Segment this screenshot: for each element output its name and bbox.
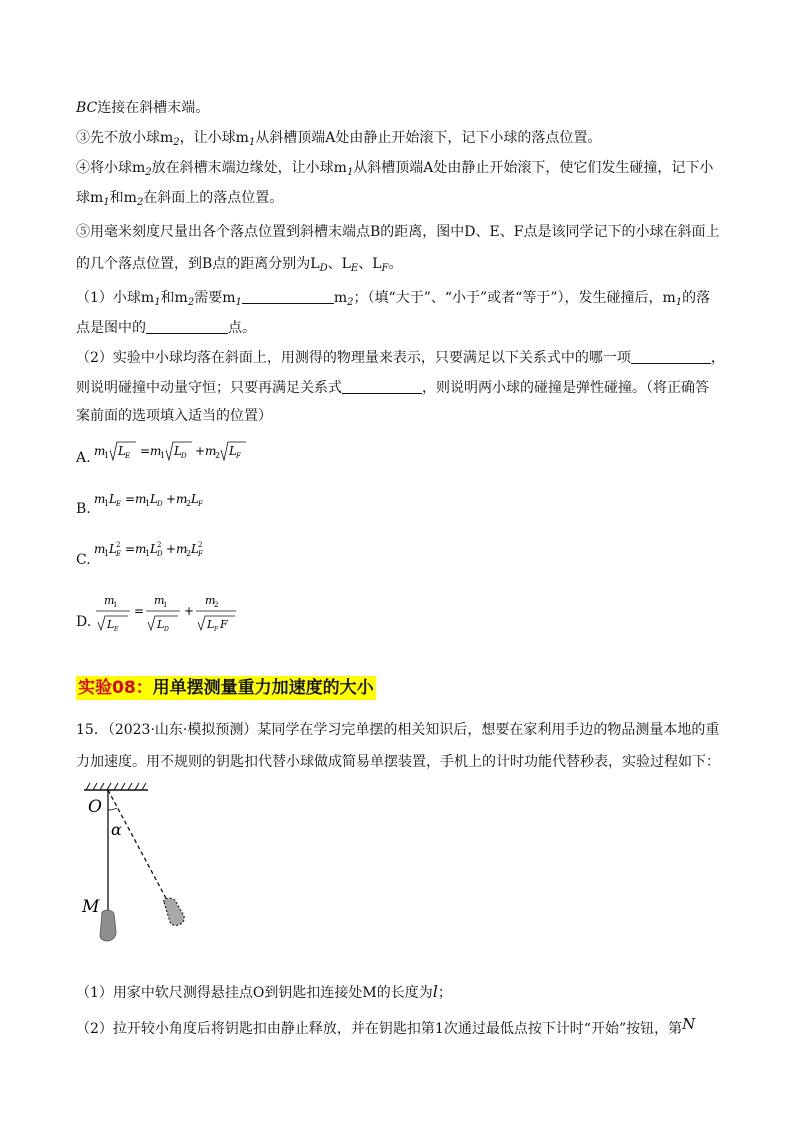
svg-text:F: F — [198, 500, 203, 508]
svg-text:D: D — [164, 626, 169, 633]
question-1-line-2: 点是图中的 点。 — [76, 320, 256, 336]
svg-text:1: 1 — [113, 601, 118, 609]
svg-text:L: L — [107, 618, 115, 631]
svg-text:F: F — [236, 452, 241, 460]
question-2-line-1: （2）实验中小球均落在斜面上，用测得的物理量来表示，只要满足以下关系式中的哪一项 ， — [76, 350, 725, 366]
answer-blank-4[interactable] — [342, 379, 422, 394]
svg-text:2: 2 — [186, 499, 192, 508]
svg-text:1: 1 — [163, 601, 168, 609]
svg-text:2: 2 — [116, 541, 121, 549]
label-O: O — [88, 797, 102, 817]
svg-text:2: 2 — [157, 541, 162, 549]
svg-text:L: L — [174, 444, 182, 458]
svg-text:m: m — [205, 594, 216, 607]
pendulum-figure — [80, 782, 200, 952]
svg-text:=: = — [125, 542, 136, 556]
svg-text:1: 1 — [160, 451, 166, 460]
svg-text:D: D — [181, 452, 187, 460]
option-a-label[interactable]: A. — [76, 450, 91, 466]
label-alpha: α — [111, 820, 122, 839]
svg-text:m: m — [94, 444, 106, 458]
problem-15-line-1: 15．（2023·山东·模拟预测）某同学在学习完单摆的相关知识后，想要在家利用手边的物品测量本地的重 — [76, 722, 720, 738]
ceiling-hatching — [86, 783, 146, 790]
svg-text:2: 2 — [214, 601, 219, 609]
svg-text:1: 1 — [104, 451, 110, 460]
text-line-6: 的几个落点位置，到B点的距离分别为$L_D$、$L_E$、$L_F$。 — [76, 256, 403, 274]
svg-text:1: 1 — [145, 499, 151, 508]
problem-15-step-2: （2）拉开较小角度后将钥匙扣由静止释放，并在钥匙扣第1次通过最低点按下计时“开始”按钮，第N — [76, 1015, 696, 1037]
svg-text:+: + — [166, 542, 177, 556]
svg-text:F: F — [214, 626, 219, 633]
option-c-label[interactable]: C. — [76, 552, 91, 568]
svg-text:E: E — [114, 626, 119, 633]
question-2-line-3: 案前面的选项填入适当的位置） — [76, 408, 272, 424]
answer-blank-1[interactable] — [242, 289, 334, 304]
svg-text:L: L — [109, 492, 117, 506]
svg-text:=: = — [140, 444, 151, 458]
problem-15-step-1: （1）用家中软尺测得悬挂点O到钥匙扣连接处M的长度为l； — [76, 982, 452, 1001]
svg-text:m: m — [176, 492, 188, 506]
svg-text:D: D — [157, 500, 163, 508]
question-2-line-2: 则说明碰撞中动量守恒；只要再满足关系式 ，则说明两小球的碰撞是弹性碰撞。（将正确答 — [76, 380, 709, 396]
option-d-label[interactable]: D. — [76, 614, 92, 630]
svg-text:F: F — [198, 550, 203, 558]
svg-text:=: = — [125, 492, 136, 506]
option-d-formula — [92, 590, 262, 636]
svg-text:m: m — [176, 542, 188, 556]
option-b-formula — [92, 486, 262, 512]
text-line-4: 球$m_1$和$m_2$在斜面上的落点位置。 — [76, 190, 284, 208]
svg-text:L: L — [109, 542, 117, 556]
svg-text:1: 1 — [104, 499, 110, 508]
svg-text:E: E — [116, 500, 122, 508]
svg-text:m: m — [94, 492, 106, 506]
text-line-1: BC连接在斜槽末端。 — [76, 100, 210, 116]
key-chain — [100, 910, 116, 941]
svg-text:D: D — [157, 550, 163, 558]
svg-text:2: 2 — [215, 451, 221, 460]
svg-text:1: 1 — [145, 549, 151, 558]
label-M: M — [82, 897, 100, 917]
svg-text:m: m — [135, 492, 147, 506]
svg-text:+: + — [166, 492, 177, 506]
svg-text:m: m — [94, 542, 106, 556]
displaced-key-chain — [164, 898, 184, 925]
text-line-2: ③先不放小球$m_2$，让小球$m_1$从斜槽顶端A处由静止开始滚下，记下小球的落点位置。 — [76, 130, 602, 148]
svg-text:L: L — [118, 444, 126, 458]
answer-blank-3[interactable] — [631, 349, 711, 364]
svg-text:L: L — [229, 444, 237, 458]
section-heading: 实验08：用单摆测量重力加速度的大小 — [78, 678, 374, 698]
svg-text:L: L — [191, 492, 199, 506]
svg-text:m: m — [154, 594, 165, 607]
option-c-formula — [92, 536, 262, 562]
answer-blank-2[interactable] — [146, 319, 228, 334]
svg-text:F: F — [220, 618, 228, 631]
text-line-5: ⑤用毫米刻度尺量出各个落点位置到斜槽末端点B的距离，图中D、E、F点是该同学记下的小球在斜面上 — [76, 224, 720, 240]
question-1-line-1: （1）小球$m_1$和$m_2$需要$m_1$ $m_2$；（填“大于”、“小于”或者“等于”），发生碰撞后，$m_1$的落 — [76, 290, 711, 308]
svg-text:L: L — [207, 618, 215, 631]
svg-text:E: E — [116, 550, 122, 558]
option-b-label[interactable]: B. — [76, 501, 91, 517]
svg-text:L: L — [157, 618, 165, 631]
svg-text:=: = — [134, 604, 145, 618]
svg-text:+: + — [195, 444, 206, 458]
svg-text:E: E — [125, 452, 131, 460]
svg-text:m: m — [205, 444, 217, 458]
svg-text:L: L — [191, 542, 199, 556]
displaced-string — [108, 790, 168, 902]
angle-arc — [108, 808, 117, 810]
svg-text:m: m — [135, 542, 147, 556]
svg-text:L: L — [150, 542, 158, 556]
option-a-formula — [92, 436, 262, 466]
text-line-3: ④将小球$m_2$放在斜槽末端边缘处，让小球$m_1$从斜槽顶端A处由静止开始滚下，使它们发生碰撞，记下小 — [76, 160, 714, 178]
svg-text:m: m — [150, 444, 162, 458]
problem-15-line-2: 力加速度。用不规则的钥匙扣代替小球做成简易单摆装置，手机上的计时功能代替秒表，实验过程如下： — [76, 754, 720, 770]
svg-text:L: L — [150, 492, 158, 506]
svg-text:m: m — [104, 594, 115, 607]
svg-text:+: + — [184, 604, 195, 618]
svg-text:1: 1 — [104, 549, 110, 558]
svg-text:2: 2 — [198, 541, 203, 549]
svg-text:2: 2 — [186, 549, 192, 558]
